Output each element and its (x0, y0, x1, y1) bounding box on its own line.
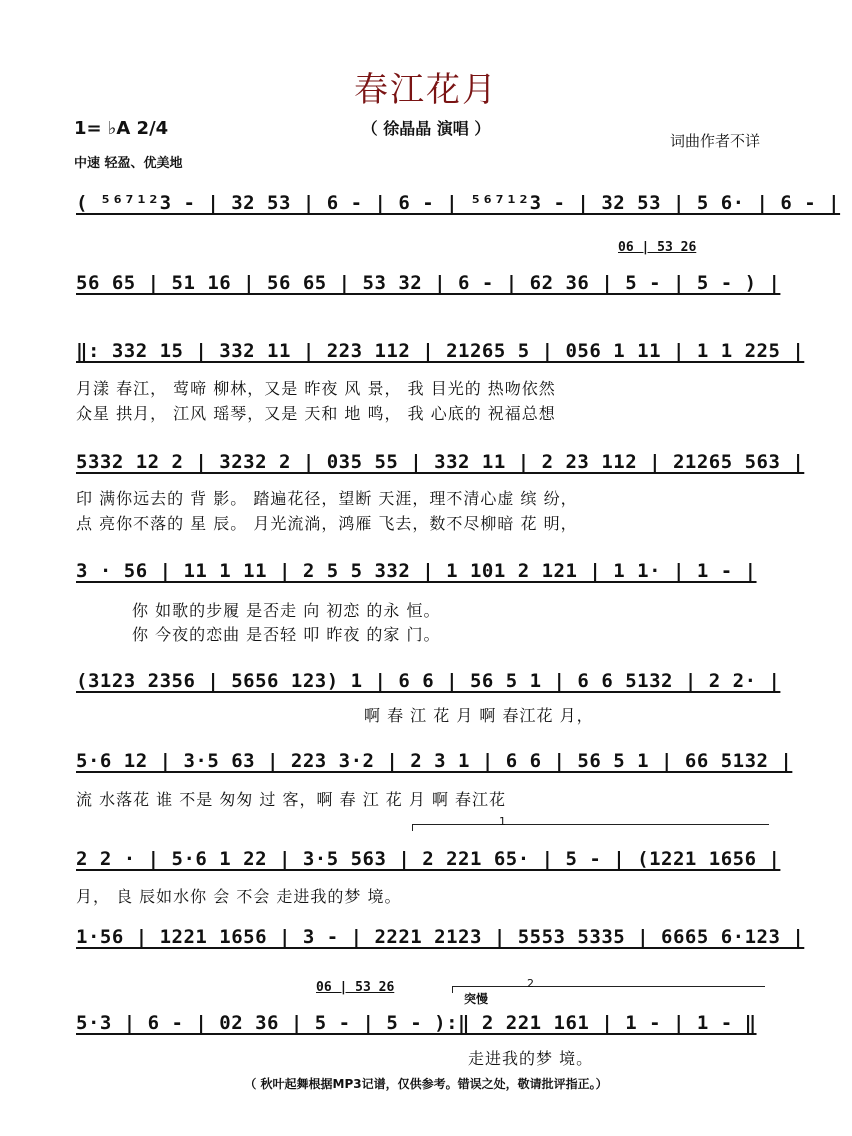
score-line-7: 5·6 12 | 3·5 63 | 223 3·2 | 2 3 1 | 6 6 | 56 5 1 | 66 5132 | (76, 750, 793, 772)
first-ending-bracket (412, 815, 769, 831)
lyric-line-3a: 月漾 春江， 莺啼 柳林，又是 昨夜 风 景， 我 目光的 热吻依然 (76, 379, 556, 398)
lyric-line-4b: 点 亮你不落的 星 辰。 月光流淌，鸿雁 飞去，数不尽柳暗 花 明， (76, 514, 578, 533)
score-line-4: 5332 12 2 | 3232 2 | 035 55 | 332 11 | 2 23 112 | 21265 563 | (76, 451, 805, 473)
score-line-2: 56 65 | 51 16 | 56 65 | 53 32 | 6 - | 62 36 | 5 - | 5 - ) | (76, 272, 781, 294)
score-line-1: ( ⁵⁶⁷¹²3 - | 32 53 | 6 - | 6 - | ⁵⁶⁷¹²3 - | 32 53 | 5 6· | 6 - | (76, 192, 841, 214)
score-line-5: 3 · 56 | 11 1 11 | 2 5 5 332 | 1 101 2 121 | 1 1· | 1 - | (76, 560, 757, 582)
tempo-change-marking: 突慢 (464, 992, 489, 1006)
score-line-10: 5·3 | 6 - | 02 36 | 5 - | 5 - ):‖ 2 221 161 | 1 - | 1 - ‖ (76, 1012, 757, 1034)
alt-ending-notes-2: 06 | 53 26 (316, 980, 395, 995)
score-line-8: 2 2 · | 5·6 1 22 | 3·5 563 | 2 221 65· | 5 - | (1221 1656 | (76, 848, 781, 870)
lyric-line-10: 走进我的梦 境。 (468, 1049, 594, 1068)
lyric-line-4a: 印 满你远去的 背 影。 踏遍花径，望断 天涯，理不清心虚 缤 纷， (76, 489, 578, 508)
score-line-6: (3123 2356 | 5656 123) 1 | 6 6 | 56 5 1 | 6 6 5132 | 2 2· | (76, 670, 781, 692)
alt-ending-notes: 06 | 53 26 (618, 240, 697, 255)
lyric-line-8: 月， 良 辰如水你 会 不会 走进我的梦 境。 (76, 887, 402, 906)
song-title: 春江花月 (354, 70, 498, 110)
second-ending-bracket (452, 977, 765, 993)
first-ending-number: 1 (499, 815, 506, 828)
footer-note: （ 秋叶起舞根据MP3记谱，仅供参考。错误之处，敬请批评指正。） (244, 1077, 608, 1091)
lyric-line-5b: 你 今夜的恋曲 是否轻 叩 昨夜 的家 门。 (132, 625, 441, 644)
lyric-line-3b: 众星 拱月， 江风 瑶琴，又是 天和 地 鸣， 我 心底的 祝福总想 (76, 404, 556, 423)
tempo-marking: 中速 轻盈、优美地 (74, 156, 183, 171)
composer-credit: 词曲作者不详 (669, 132, 760, 150)
lyric-line-7: 流 水落花 谁 不是 匆匆 过 客，啊 春 江 花 月 啊 春江花 (76, 790, 507, 809)
lyric-line-6: 啊 春 江 花 月 啊 春江花 月， (364, 706, 594, 725)
score-line-9: 1·56 | 1221 1656 | 3 - | 2221 2123 | 5553 5335 | 6665 6·123 | (76, 926, 805, 948)
performer: （ 徐晶晶 演唱 ） (361, 119, 491, 138)
lyric-line-5a: 你 如歌的步履 是否走 向 初恋 的永 恒。 (132, 601, 441, 620)
second-ending-number: 2 (527, 977, 534, 990)
score-line-3: ‖: 332 15 | 332 11 | 223 112 | 21265 5 | 056 1 11 | 1 1 225 | (76, 340, 805, 362)
key-signature: 1= ♭A 2/4 (74, 118, 169, 139)
